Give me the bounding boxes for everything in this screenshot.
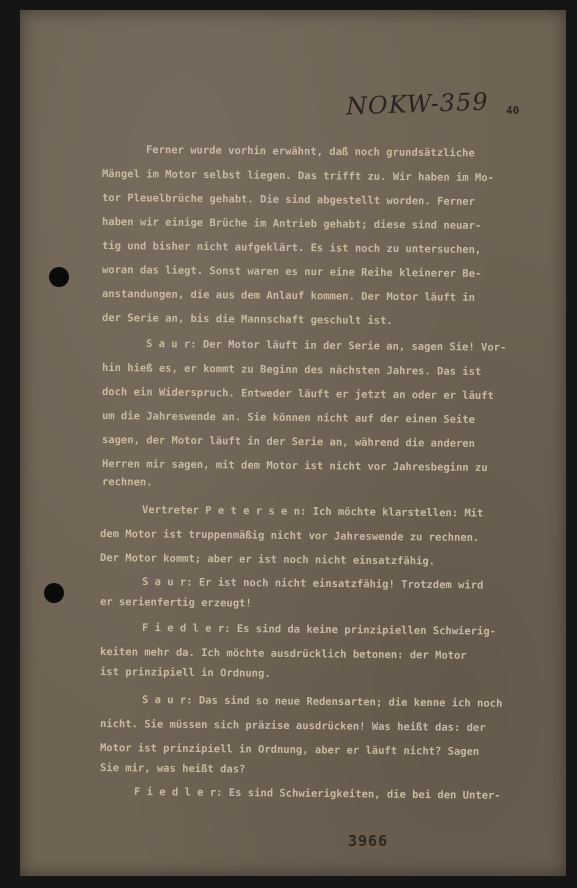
text-line: S a u r: Er ist noch nicht einsatzfähig! Trotzdem wird <box>141 576 484 592</box>
text-line: haben wir einige Brüche im Antrieb gehabt; diese sind neuar- <box>101 216 482 232</box>
text-line: F i e d l e r: Es sind Schwierigkeiten, die bei den Unter- <box>133 786 501 802</box>
text-line: sagen, der Motor läuft in der Serie an, während die anderen <box>101 434 476 450</box>
document-reference: NOKW-359 <box>345 87 490 121</box>
text-line: Der Motor kommt; aber er ist noch nicht einsatzfähig. <box>99 552 436 568</box>
document-body <box>20 10 566 876</box>
text-line: Vertreter P e t e r s e n: Ich möchte klarstellen: Mit <box>141 504 484 520</box>
document-page <box>20 10 566 876</box>
text-line: S a u r: Der Motor läuft in der Serie an, sagen Sie! Vor- <box>145 338 507 354</box>
footer-number: 3966 <box>348 832 389 850</box>
text-line: rechnen. <box>101 476 153 489</box>
text-line: S a u r: Das sind so neue Redensarten; die kenne ich noch <box>141 694 503 710</box>
text-line: nicht. Sie müssen sich präzise ausdrücken! Was heißt das: der <box>99 718 486 735</box>
punch-hole-lower <box>44 583 64 603</box>
text-line: der Serie an, bis die Mannschaft geschult ist. <box>101 312 393 328</box>
text-line: hin hieß es, er kommt zu Beginn des nächsten Jahres. Das ist <box>101 362 482 378</box>
page-number: 40 <box>506 104 520 117</box>
text-line: Mängel im Motor selbst liegen. Das trifft zu. Wir haben im Mo- <box>101 168 494 185</box>
text-line: Ferner wurde vorhin erwähnt, daß noch grundsätzliche <box>145 144 475 160</box>
text-line: er serienfertig erzeugt! <box>99 596 252 610</box>
text-line: anstandungen, die aus dem Anlauf kommen. Der Motor läuft in <box>101 288 476 304</box>
punch-hole-upper <box>49 267 69 287</box>
text-line: tor Pleuelbrüche gehabt. Die sind abgestellt worden. Ferner <box>101 192 476 208</box>
text-line: F i e d l e r: Es sind da keine prinzipiellen Schwierig- <box>141 622 497 638</box>
text-line: keiten mehr da. Ich möchte ausdrücklich betonen: der Motor <box>99 646 467 662</box>
text-line: doch ein Widerspruch. Entweder läuft er jetzt an oder er läuft <box>101 386 494 403</box>
text-line: Herren mir sagen, mit dem Motor ist nicht vor Jahresbeginn zu <box>101 458 488 475</box>
text-line: tig und bisher nicht aufgeklärt. Es ist noch zu untersuchen, <box>101 240 482 256</box>
text-line: ist prinzipiell in Ordnung. <box>99 666 271 680</box>
text-line: um die Jahreswende an. Sie können nicht auf der einen Seite <box>101 410 476 426</box>
text-line: Sie mir, was heißt das? <box>99 762 246 776</box>
text-line: Motor ist prinzipiell in Ordnung, aber er läuft nicht? Sagen <box>99 742 480 758</box>
text-line: woran das liegt. Sonst waren es nur eine Reihe kleinerer Be- <box>101 264 482 280</box>
text-line: dem Motor ist truppenmäßig nicht vor Jahreswende zu rechnen. <box>99 528 480 544</box>
